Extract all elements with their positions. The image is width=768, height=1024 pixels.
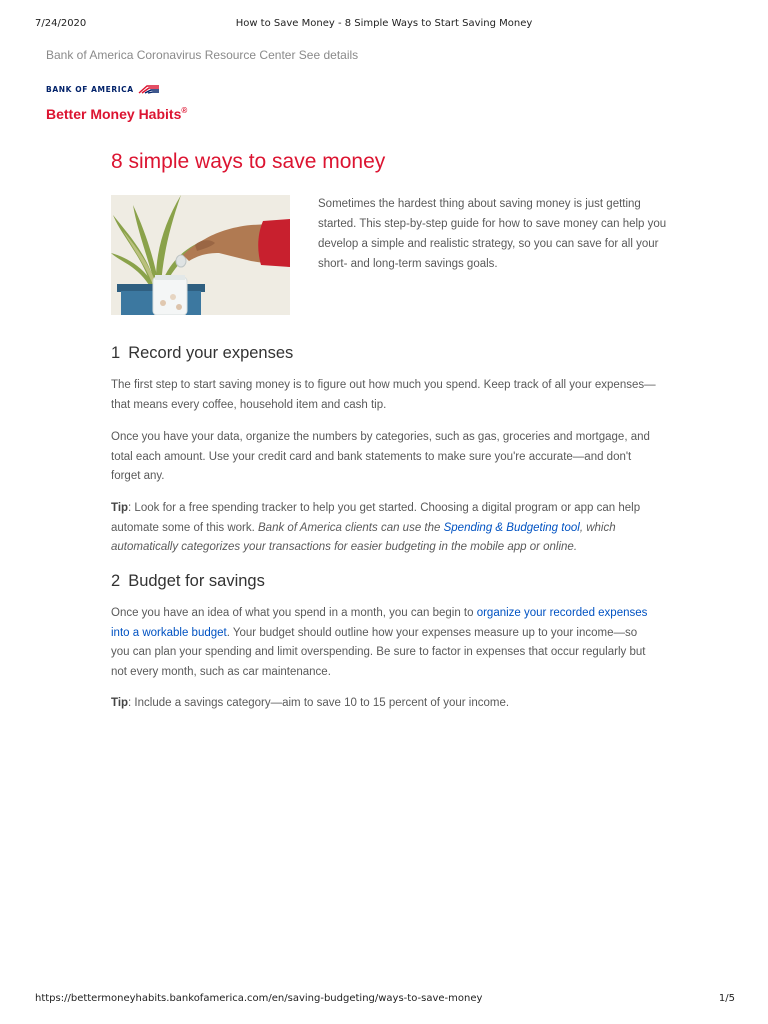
spending-budgeting-tool-link[interactable] [444, 522, 580, 534]
intro-paragraph: Sometimes the hardest thing about saving money is just getting started. This step-by-step guide for how to save money can help you develop a simple and realistic strategy, so you can save for all your short- and long-term savings goals. [318, 198, 667, 270]
budget-savings-paragraph-1 [111, 604, 656, 682]
print-header [0, 18, 768, 32]
bank-of-america-logo[interactable] [46, 82, 160, 96]
section-heading-record-expenses [111, 344, 293, 363]
section-heading-budget-savings [111, 572, 265, 591]
budget-savings-tip [111, 694, 656, 714]
brand-text: Better Money Habits [46, 106, 182, 122]
brand-mark: ® [181, 106, 188, 115]
logo-text: BANK OF AMERICA [46, 84, 134, 94]
banner-text: Bank of America Coronavirus Resource Center [46, 48, 296, 62]
tip-label: Tip [111, 502, 129, 514]
section-number: 1 [111, 344, 121, 362]
hand-coin-jar-illustration [111, 195, 290, 315]
tip-italic-post: , which automatically categorizes your transactions for easier budgeting in the mobile app or online. [111, 521, 616, 553]
record-expenses-tip [111, 499, 656, 558]
organize-budget-link[interactable]: organize your recorded expenses into a workable budget [111, 607, 648, 639]
print-page-number: 1/5 [718, 993, 735, 1004]
tip-text: : Look for a free spending tracker to help you get started. Choosing a digital program or app can help automate some of this work. [111, 502, 641, 534]
better-money-habits-logo[interactable] [46, 106, 187, 122]
record-expenses-paragraph-1: The first step to start saving money is to figure out how much you spend. Keep track of all your expenses—that means every coffee, household item and cash tip. [111, 379, 656, 411]
tip-italic-pre: Bank of America clients can use the [258, 521, 444, 534]
page-title: 8 simple ways to save money [111, 150, 386, 173]
section-title: Record your expenses [128, 344, 294, 362]
section-title: Budget for savings [128, 572, 265, 590]
tip-label: Tip [111, 697, 129, 709]
spending-budgeting-tool-link-text: Spending & Budgeting tool [443, 521, 580, 534]
section-number: 2 [111, 572, 121, 590]
see-details-link[interactable]: See details [298, 48, 359, 62]
coronavirus-banner [46, 48, 358, 62]
budget-paragraph-post: . Your budget should outline how your expenses measure up to your income—so you can plan your spending and limit overspending. Be sure to factor in expenses that occur regularly but not every month, such as car maintenance. [111, 626, 646, 678]
record-expenses-paragraph-2: Once you have your data, organize the numbers by categories, such as gas, groceries and mortgage, and total each amount. Use your credit card and bank statements to make sure you're accurate—and don't forget any. [111, 431, 650, 482]
hero-image [111, 195, 290, 315]
print-date: 7/24/2020 [35, 18, 87, 29]
budget-paragraph-pre: Once you have an idea of what you spend in a month, you can begin to [111, 607, 477, 619]
print-url: https://bettermoneyhabits.bankofamerica.com/en/saving-budgeting/ways-to-save-money [35, 993, 483, 1004]
tip-text: : Include a savings category—aim to save 10 to 15 percent of your income. [128, 697, 510, 709]
print-title: How to Save Money - 8 Simple Ways to Start Saving Money [235, 18, 533, 29]
flag-icon [138, 84, 160, 94]
